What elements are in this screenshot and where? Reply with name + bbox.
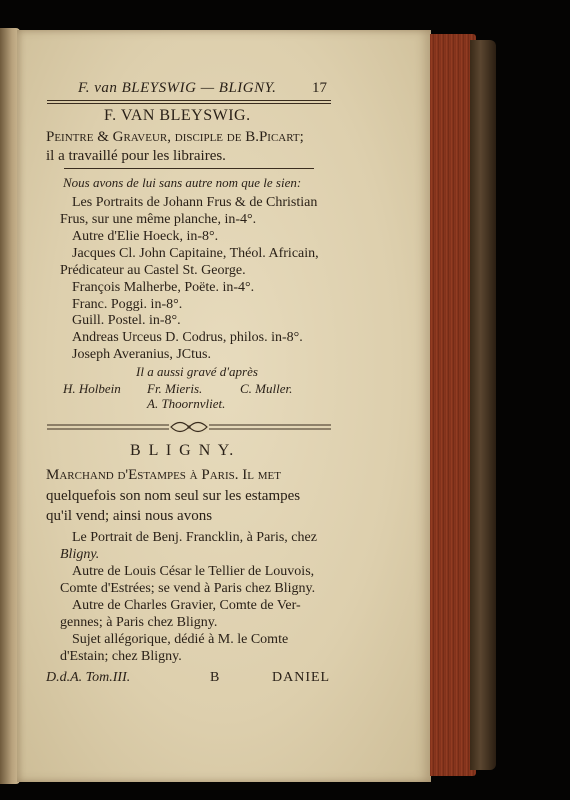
- intro-line-2: quelquefois son nom seul sur les estampes: [46, 488, 301, 504]
- entry-line: Prédicateur au Castel St. George.: [60, 263, 246, 278]
- entry-line: Bligny.: [60, 547, 100, 562]
- entry-line: Le Portrait de Benj. Francklin, à Paris, chez: [72, 530, 317, 545]
- after-artist: H. Holbein: [63, 381, 121, 396]
- entry-line: Andreas Urceus D. Codrus, philos. in-8°.: [72, 330, 303, 345]
- entry-line: Joseph Averanius, JCtus.: [72, 347, 211, 362]
- entry-line: Autre d'Elie Hoeck, in-8°.: [72, 229, 219, 244]
- entry-line: Guill. Postel. in-8°.: [72, 313, 181, 328]
- entry-line: Autre de Louis César le Tellier de Louvois,: [72, 564, 315, 579]
- intro-line-2: il a travaillé pour les libraires.: [46, 148, 226, 164]
- section-heading-bligny: B L I G N Y.: [130, 442, 236, 459]
- entry-line: Comte d'Estrées; se vend à Paris chez Bligny.: [60, 581, 316, 596]
- intro-line-3: qu'il vend; ainsi nous avons: [46, 508, 213, 524]
- gathering-letter: B: [210, 670, 220, 685]
- entry-line: gennes; à Paris chez Bligny.: [60, 615, 218, 630]
- after-artist: C. Muller.: [240, 381, 293, 396]
- list-subheading: Nous avons de lui sans autre nom que le sien:: [63, 175, 302, 190]
- entry-line: Frus, sur une même planche, in-4°.: [60, 212, 257, 227]
- entry-line: d'Estain; chez Bligny.: [60, 649, 182, 664]
- after-artist: A. Thoornvliet.: [147, 396, 226, 411]
- section-heading-bleyswig: F. VAN BLEYSWIG.: [104, 107, 251, 124]
- entry-line: Franc. Poggi. in-8°.: [72, 297, 183, 312]
- catchword: DANIEL: [272, 670, 331, 685]
- entry-line: Les Portraits de Johann Frus & de Christian: [72, 195, 318, 210]
- intro-line-1: Peintre & Graveur, disciple de B.Picart;: [46, 129, 304, 145]
- entry-line: Jacques Cl. John Capitaine, Théol. Africain,: [72, 246, 319, 261]
- header-rule: [47, 100, 331, 104]
- intro-rule: [64, 168, 314, 169]
- running-title: F. van BLEYSWIG — BLIGNY.: [78, 80, 277, 96]
- page-number: 17: [312, 80, 327, 96]
- entry-line: François Malherbe, Poëte. in-4°.: [72, 280, 255, 295]
- after-heading: Il a aussi gravé d'après: [136, 364, 258, 379]
- after-artist: Fr. Mieris.: [147, 381, 203, 396]
- signature-mark: D.d.A. Tom.III.: [46, 670, 131, 685]
- entry-line: Autre de Charles Gravier, Comte de Ver-: [72, 598, 301, 613]
- entry-line: Sujet allégorique, dédié à M. le Comte: [72, 632, 289, 647]
- ornamental-divider: [47, 420, 331, 434]
- intro-line-1: Marchand d'Estampes à Paris. Il met: [46, 467, 281, 483]
